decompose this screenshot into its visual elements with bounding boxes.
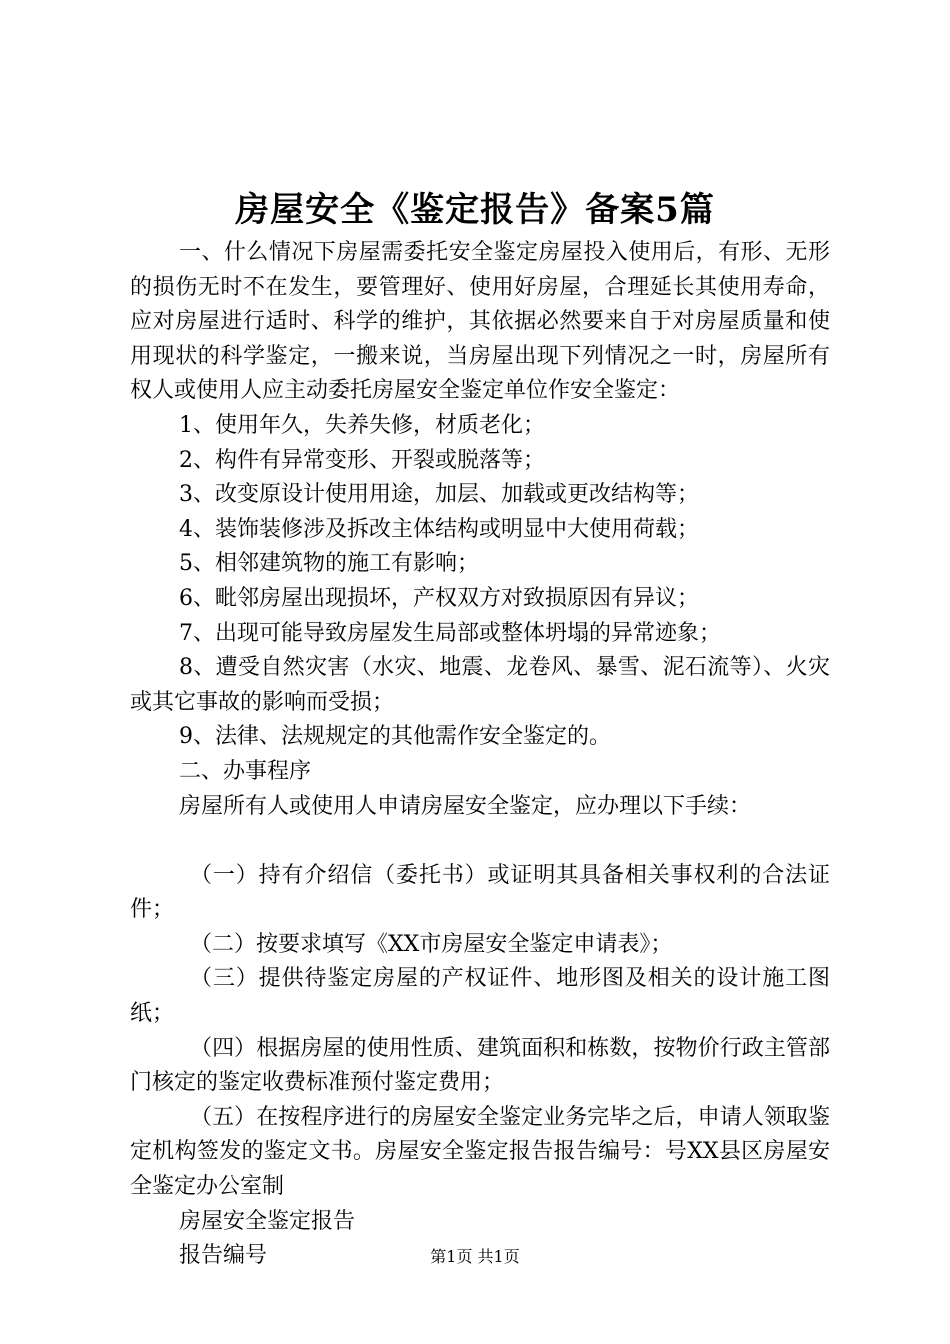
list-item-3: 3、改变原设计使用用途，加层、加载或更改结构等；: [179, 482, 699, 508]
document-body: [130, 236, 830, 1274]
report-number-label: 报告编号: [179, 1243, 268, 1269]
paragraph-intro: 一、什么情况下房屋需委托安全鉴定房屋投入使用后，有形、无形的损伤无时不在发生，要管理好、使用好房屋，合理延长其使用寿命，应对房屋进行适时、科学的维护，其依据必然要来自于对房屋质量和使用现状的科学鉴定，一搬来说，当房屋出现下列情况之一时，房屋所有权人或使用人应主动委托房屋安全鉴定单位作安全鉴定：: [130, 240, 830, 404]
list-item-7: 7、出现可能导致房屋发生局部或整体坍塌的异常迹象；: [179, 620, 721, 646]
procedure-step-3: （三）提供待鉴定房屋的产权证件、地形图及相关的设计施工图纸；: [130, 966, 830, 1027]
list-item-1: 1、使用年久，失养失修，材质老化；: [179, 412, 545, 438]
document-title: 房屋安全《鉴定报告》备案5篇: [235, 190, 715, 230]
page-footer: 第1页 共1页: [430, 1247, 520, 1266]
list-item-9: 9、法律、法规规定的其他需作安全鉴定的。: [179, 724, 611, 750]
section-heading-procedure: 二、办事程序: [179, 758, 312, 784]
blank-line: [130, 824, 830, 859]
list-item-4: 4、装饰装修涉及拆改主体结构或明显中大使用荷载；: [179, 516, 699, 542]
list-item-6: 6、毗邻房屋出现损坏，产权双方对致损原因有异议；: [179, 585, 699, 611]
procedure-step-2: （二）按要求填写《XX市房屋安全鉴定申请表》；: [190, 931, 673, 957]
list-item-8: 8、遭受自然灾害（水灾、地震、龙卷风、暴雪、泥石流等）、火灾或其它事故的影响而受损；: [130, 655, 830, 715]
procedure-step-5: （五）在按程序进行的房屋安全鉴定业务完毕之后，申请人领取鉴定机构签发的鉴定文书。房屋安全鉴定报告报告编号：号XX县区房屋安全鉴定办公室制: [130, 1104, 830, 1200]
procedure-step-4: （四）根据房屋的使用性质、建筑面积和栋数，按物价行政主管部门核定的鉴定收费标准预付鉴定费用；: [130, 1035, 830, 1096]
report-heading: 房屋安全鉴定报告: [179, 1208, 356, 1234]
procedure-intro: 房屋所有人或使用人申请房屋安全鉴定，应办理以下手续：: [179, 793, 752, 819]
list-item-5: 5、相邻建筑物的施工有影响；: [179, 551, 479, 577]
procedure-step-1: （一）持有介绍信（委托书）或证明其具备相关事权利的合法证件；: [130, 862, 830, 923]
list-item-2: 2、构件有异常变形、开裂或脱落等；: [179, 447, 545, 473]
